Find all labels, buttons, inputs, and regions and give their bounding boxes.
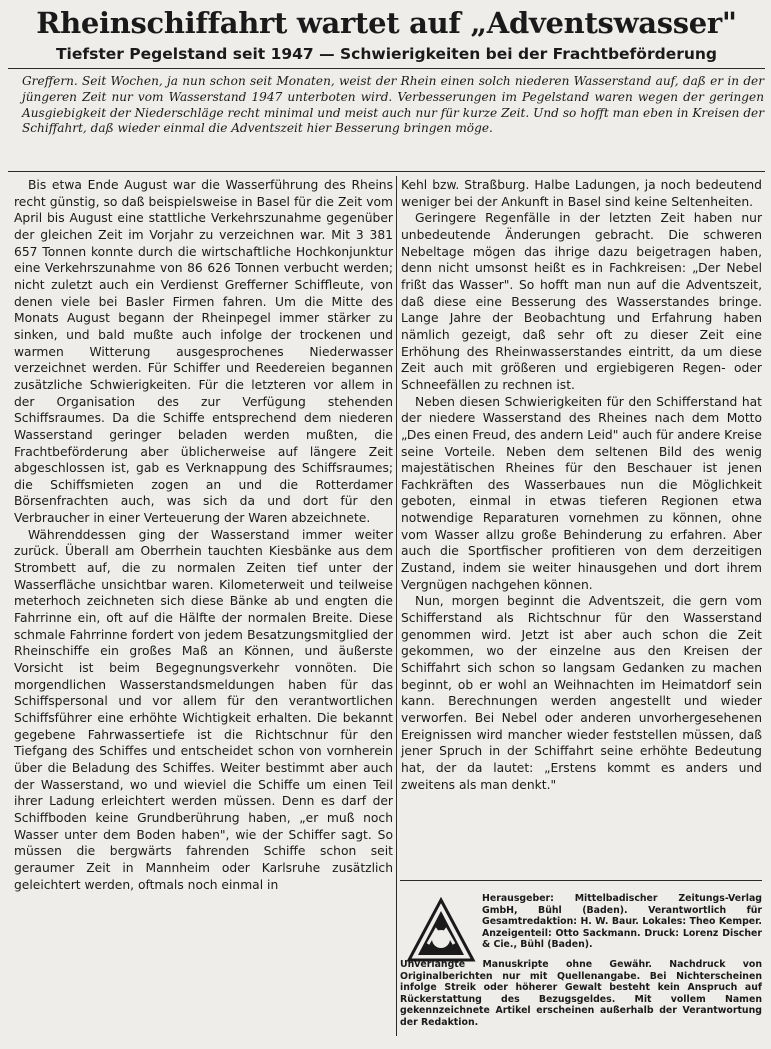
- body-paragraph: Geringere Regenfälle in der letzten Zeit haben nur unbedeutende Änderungen gebracht. Die schweren Nebeltage mögen das ihrige dazu beigetragen haben, denn nicht umsonst heißt es in Fachkreisen: „Der Nebel frißt das Wasser". So hofft man nun auf die Adventszeit, daß diese eine Besserung des Wasserstandes bringe. Lange Jahre der Beobachtung und Erfahrung haben nämlich gezeigt, daß sehr oft zu dieser Zeit eine Erhöhung des Rheinwasserstandes eintritt, da um diese Zeit auch mit größeren und ergiebigeren Regen- oder Schneefällen zu rechnen ist.: [401, 211, 762, 392]
- body-paragraph: Bis etwa Ende August war die Wasserführung des Rheins recht günstig, so daß beispielsweise in Basel für die Zeit vom April bis August eine stattliche Verkehrszunahme gegenüber der gleichen Zeit im Vorjahr zu verzeichnen war. Mit 3 381 657 Tonnen konnte durch die wirtschaftliche Hochkonjunktur eine Verkehrszunahme von 86 626 Tonnen verbucht werden; nicht zuletzt auch ein Verdienst Grefferner Schiffleute, von denen viele bei Basler Firmen fahren. Um die Mitte des Monats August begann der Rheinpegel immer stärker zu sinken, und bald mußte auch infolge der trockenen und warmen Witterung ausgesprochenes Niederwasser verzeichnet werden. Für Schiffer und Reedereien begannen zusätzliche Schwierigkeiten. Für die letzteren vor allem in der Organisation des zur Verfügung stehenden Schiffsraumes. Da die Schiffe entsprechend dem niederen Wasserstand geringer beladen werden mußten, die Frachtbeförderung aber üblicherweise auf längere Zeit abgeschlossen ist, gab es Verknappung des Schiffsraumes; die Schiffsmieten zogen an und die Rotterdamer Börsenfrachten auch, was sich da und dort für den Verbraucher in einer Verteuerung der Waren abzeichnete.: [14, 178, 393, 526]
- body-paragraph: Kehl bzw. Straßburg. Halbe Ladungen, ja noch bedeutend weniger bei der Ankunft in Basel sind keine Seltenheiten.: [401, 178, 762, 209]
- imprint-notice: Unverlangte Manuskripte ohne Gewähr. Nachdruck von Originalberichten nur mit Quellenangabe. Bei Nichterscheinen infolge Streik oder höherer Gewalt besteht kein Anspruch auf Rückerstattung des Bezugsgeldes. Mit vollem Namen gekennzeichnete Artikel erscheinen außerhalb der Verantwortung der Redaktion.: [400, 959, 762, 1028]
- right-column: [401, 177, 762, 793]
- divider-imprint: [400, 880, 762, 881]
- body-paragraph: Währenddessen ging der Wasserstand immer weiter zurück. Überall am Oberrhein tauchten Kiesbänke aus dem Strombett auf, die zu normalen Zeiten tief unter der Wasserfläche unsichtbar waren. Kilometerweit und teilweise meterhoch zeichneten sich diese Bänke ab und engten die Fahrrinne ein, oft auf die Hälfte der normalen Breite. Diese schmale Fahrrinne fordert von jedem Besatzungsmitglied der Rheinschiffe ein großes Maß an Können, und äußerste Vorsicht ist beim Begegnungsverkehr vonnöten. Die morgendlichen Wasserstandsmeldungen haben für das Schiffspersonal und vor allem für den verantwortlichen Schiffsführer eine erhöhte Wichtigkeit erhalten. Die bekannt gegebene Fahrwassertiefe ist die Richtschnur für den Tiefgang des Schiffes und entscheidet schon von vornherein über die Beladung des Schiffes. Weiter bestimmt aber auch der Wasserstand, wo und wieviel die Schiffe um einen Teil ihrer Ladung erleichtert werden müssen. Denn es darf der Schiffboden keine Grundberührung haben, „er muß noch Wasser unter dem Boden haben", wie der Schiffer sagt. So müssen die bergwärts fahrenden Schiffe schon seit geraumer Zeit in Mannheim oder Karlsruhe zusätzlich geleichtert werden, oftmals noch einmal in: [14, 527, 393, 892]
- imprint-publisher: Herausgeber: Mittelbadischer Zeitungs-Verlag GmbH, Bühl (Baden). Verantwortlich für Gesamtredaktion: H. W. Baur. Lokales: Theo Kemper. Anzeigenteil: Otto Sackmann. Druck: Lorenz Discher & Cie., Bühl (Baden).: [482, 893, 762, 951]
- left-column: [14, 177, 393, 893]
- column-divider: [396, 176, 397, 1036]
- publisher-logo-icon: [406, 897, 476, 967]
- body-paragraph: Neben diesen Schwierigkeiten für den Schifferstand hat der niedere Wasserstand des Rheines nach dem Motto „Des einen Freud, des andern Leid" auch für andere Kreise seine Vorteile. Neben dem seltenen Bild des wenig majestätischen Rheines für den Beschauer ist jenen Fachkräften des Wasserbaues nun die Möglichkeit geboten, einmal in etwas tieferen Regionen etwa notwendige Reparaturen vornehmen zu können, ohne vom Wasser allzu große Behinderung zu erfahren. Aber auch die Sportfischer profitieren von dem derzeitigen Zustand, indem sie weiter hinausgehen und dort ihrem Vergnügen nachgehen können.: [401, 394, 762, 592]
- imprint-box: [400, 885, 764, 1031]
- subheadline: Tiefster Pegelstand seit 1947 — Schwierigkeiten bei der Frachtbeförderung: [55, 45, 718, 63]
- headline: Rheinschiffahrt wartet auf „Adventswasser": [36, 6, 737, 40]
- body-paragraph: Nun, morgen beginnt die Adventszeit, die gern vom Schifferstand als Richtschnur für den Wasserstand genommen wird. Jetzt ist aber auch schon die Zeit gekommen, wo der einzelne aus den Kreisen der Schiffahrt sich schon so langsam Gedanken zu machen beginnt, ob er wohl an Weihnachten im Heimatdorf sein kann. Berechnungen werden angestellt und wieder verworfen. Bei Nebel oder anderen unvorhergesehenen Ereignissen wird mancher wieder feststellen müssen, daß jener Spruch in der Schiffahrt seine erhöhte Bedeutung hat, der da lautet: „Erstens kommt es anders und zweitens als man denkt.": [401, 594, 762, 792]
- lead-paragraph: Greffern. Seit Wochen, ja nun schon seit Monaten, weist der Rhein einen solch niederen Wasserstand auf, daß er in der jüngeren Zeit nur vom Wasserstand 1947 unterboten wird. Verbesserungen im Pegelstand waren wegen der geringen Ausgiebigkeit der Niederschläge recht minimal und meist auch nur für kurze Zeit. Und so hofft man eben in Kreisen der Schiffahrt, daß wieder einmal die Adventszeit hier Besserung bringen möge.: [22, 74, 764, 136]
- divider-lead: [8, 171, 765, 172]
- divider-top: [8, 68, 765, 69]
